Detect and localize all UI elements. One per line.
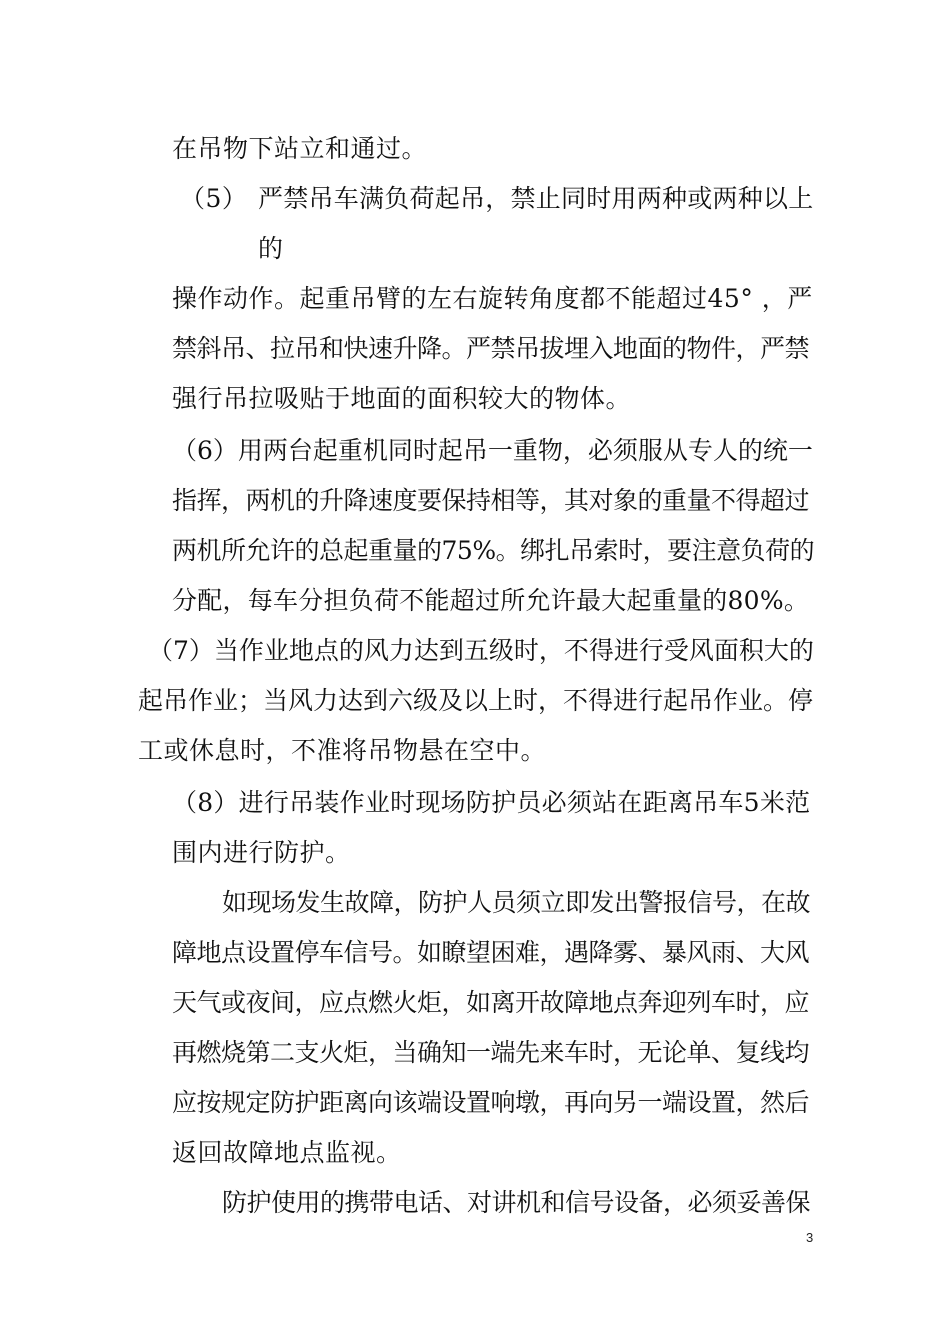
text-line-15: 围内进行防护。 <box>172 838 351 867</box>
page-number: 3 <box>806 1230 814 1245</box>
text-line-18: 天气或夜间，应点燃火炬，如离开故障地点奔迎列车时，应 <box>172 988 810 1017</box>
text-line-11: （7）当作业地点的风力达到五级时，不得进行受风面积大的 <box>148 636 814 665</box>
text-line-1: 在吊物下站立和通过。 <box>172 134 428 163</box>
text-line-6: 强行吊拉吸贴于地面的面积较大的物体。 <box>172 384 632 413</box>
text-line-20: 应按规定防护距离向该端设置响墩，再向另一端设置，然后 <box>172 1088 810 1117</box>
item-5-marker: （5） <box>180 184 248 213</box>
text-line-10: 分配，每车分担负荷不能超过所允许最大起重量的80%。 <box>172 586 810 615</box>
text-line-5: 禁斜吊、拉吊和快速升降。严禁吊拔埋入地面的物件，严禁 <box>172 334 810 363</box>
text-line-3: 的 <box>258 234 284 263</box>
text-line-12: 起吊作业；当风力达到六级及以上时，不得进行起吊作业。停 <box>138 686 814 715</box>
text-line-19: 再燃烧第二支火炬，当确知一端先来车时，无论单、复线均 <box>172 1038 810 1067</box>
text-line-2: 严禁吊车满负荷起吊，禁止同时用两种或两种以上 <box>258 184 814 213</box>
text-line-16: 如现场发生故障，防护人员须立即发出警报信号，在故 <box>222 888 811 917</box>
text-line-21: 返回故障地点监视。 <box>172 1138 402 1167</box>
text-line-22: 防护使用的携带电话、对讲机和信号设备，必须妥善保 <box>222 1188 811 1217</box>
text-line-8: 指挥，两机的升降速度要保持相等，其对象的重量不得超过 <box>172 486 810 515</box>
text-line-17: 障地点设置停车信号。如瞭望困难，遇降雾、暴风雨、大风 <box>172 938 810 967</box>
text-line-9: 两机所允许的总起重量的75%。绑扎吊索时，要注意负荷的 <box>172 536 815 565</box>
text-line-14: （8）进行吊装作业时现场防护员必须站在距离吊车5米范 <box>172 788 811 817</box>
text-line-4: 操作动作。起重吊臂的左右旋转角度都不能超过45° ，严 <box>172 284 813 313</box>
text-line-7: （6）用两台起重机同时起吊一重物，必须服从专人的统一 <box>172 436 813 465</box>
text-line-13: 工或休息时，不准将吊物悬在空中。 <box>138 736 547 765</box>
